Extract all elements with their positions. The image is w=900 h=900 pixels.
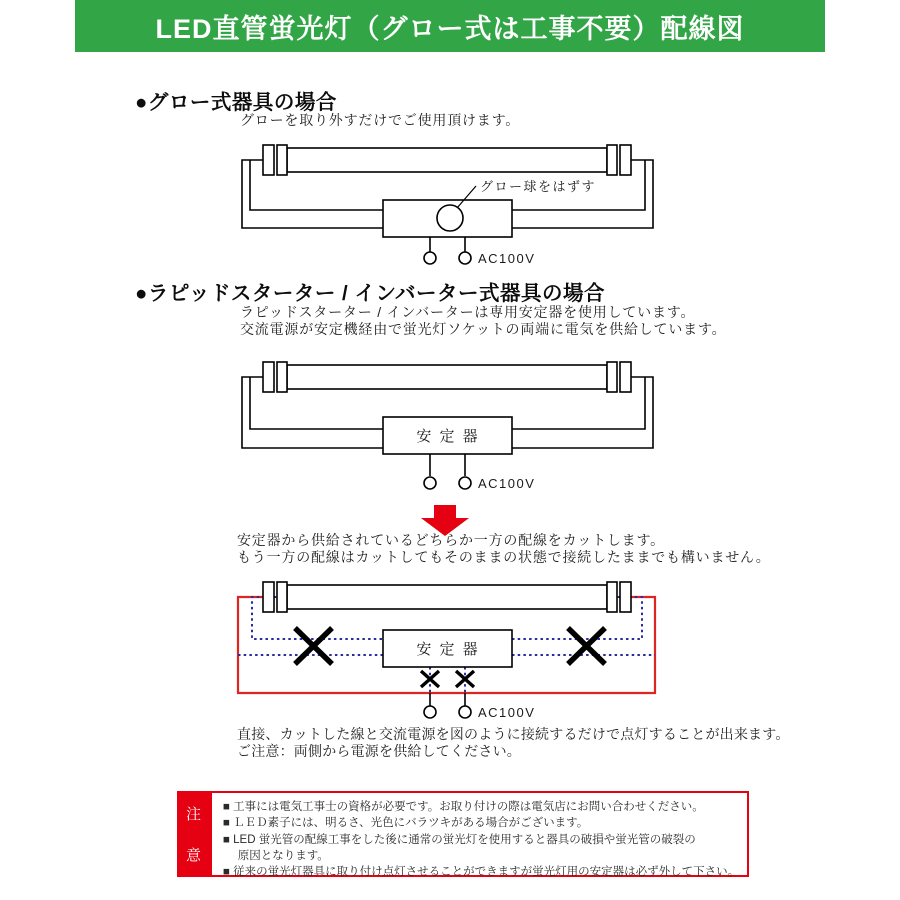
rewired-fixture-diagram [220,578,680,726]
ac-power-label: AC100V [478,251,536,266]
ac-power-label: AC100V [478,705,536,720]
section-rapid-heading: ●ラピッドスターター / インバーター式器具の場合 [135,282,606,305]
fluorescent-tube [287,585,607,609]
page-title-bar [75,0,825,52]
section-rapid-description [240,304,726,337]
cut-wire-blue [430,667,465,693]
instruction-line: もう一方の配線はカットしてもそのままの状態で接続したままでも構いません。 [237,548,771,565]
section-glow-heading: ●グロー式器具の場合 [135,91,337,114]
result-note [237,726,790,759]
cut-instruction [237,532,771,565]
terminal-leads [430,237,465,252]
tube-pin [277,582,287,612]
tube-pin [607,145,617,175]
tube-pin [607,582,617,612]
ac-power-label: AC100V [478,476,536,491]
section-glow-description: グローを取り外すだけでご使用頂けます。 [240,112,521,128]
cut-x-icon [568,628,605,664]
terminal [459,706,471,718]
glow-fixture-diagram [220,140,670,272]
fluorescent-tube [287,148,607,172]
ballast-label: 安 定 器 [416,428,480,445]
caution-char: 意 [185,847,201,864]
caution-item: ■ 従来の蛍光灯器具に取り付け点灯させることができますが蛍光灯用の安定器は必ず外して下さい。 [223,866,740,879]
instruction-line: 安定器から供給されているどちらか一方の配線をカットします。 [237,532,665,548]
tube-pin [620,145,631,175]
caution-box [177,791,740,879]
caution-item: 原因となります。 [223,849,329,862]
terminal [459,477,471,489]
description-line: ラピッドスターター / インバーターは専用安定器を使用しています。 [240,304,696,320]
terminal [424,477,436,489]
cut-x-icon [295,628,332,664]
note-line: 直接、カットした線と交流電源を図のように接続するだけで点灯することが出来ます。 [237,726,790,742]
caution-item: ■ ＬＥＤ素子には、明るさ、光色にバラツキがある場合がございます。 [223,817,589,830]
terminal-leads [430,693,465,706]
tube-pin [277,145,287,175]
glow-ball-label: グロー球をはずす [480,179,597,194]
ballast-fixture-diagram [220,358,670,498]
tube-pin [620,362,631,392]
terminal [424,706,436,718]
fluorescent-tube [287,365,607,389]
tube-pin [263,582,274,612]
tube-pin [263,362,274,392]
ballast-label: 安 定 器 [416,641,480,658]
description-line: 交流電源が安定機経由で蛍光灯ソケットの両端に電気を供給しています。 [240,320,727,337]
tube-pin [263,145,274,175]
terminal [459,252,471,264]
terminal-leads [430,454,465,476]
terminal [424,252,436,264]
caution-list [210,791,749,877]
caution-item: ■ 工事には電気工事士の資格が必要です。お取り付けの際は電気店にお問い合わせください。 [223,801,704,813]
tube-pin [620,582,631,612]
page-title: LED直管蛍光灯（グロー式は工事不要）配線図 [155,13,745,44]
caution-char: 注 [185,806,201,823]
tube-pin [277,362,287,392]
tube-pin [607,362,617,392]
caution-item: ■ LED 蛍光管の配線工事をした後に通常の蛍光灯を使用すると器具の破損や蛍光管の破裂の [223,833,696,846]
caution-tab [177,791,210,877]
glow-starter-icon [437,205,463,231]
note-line: ご注意：両側から電源を供給してください。 [237,742,521,759]
